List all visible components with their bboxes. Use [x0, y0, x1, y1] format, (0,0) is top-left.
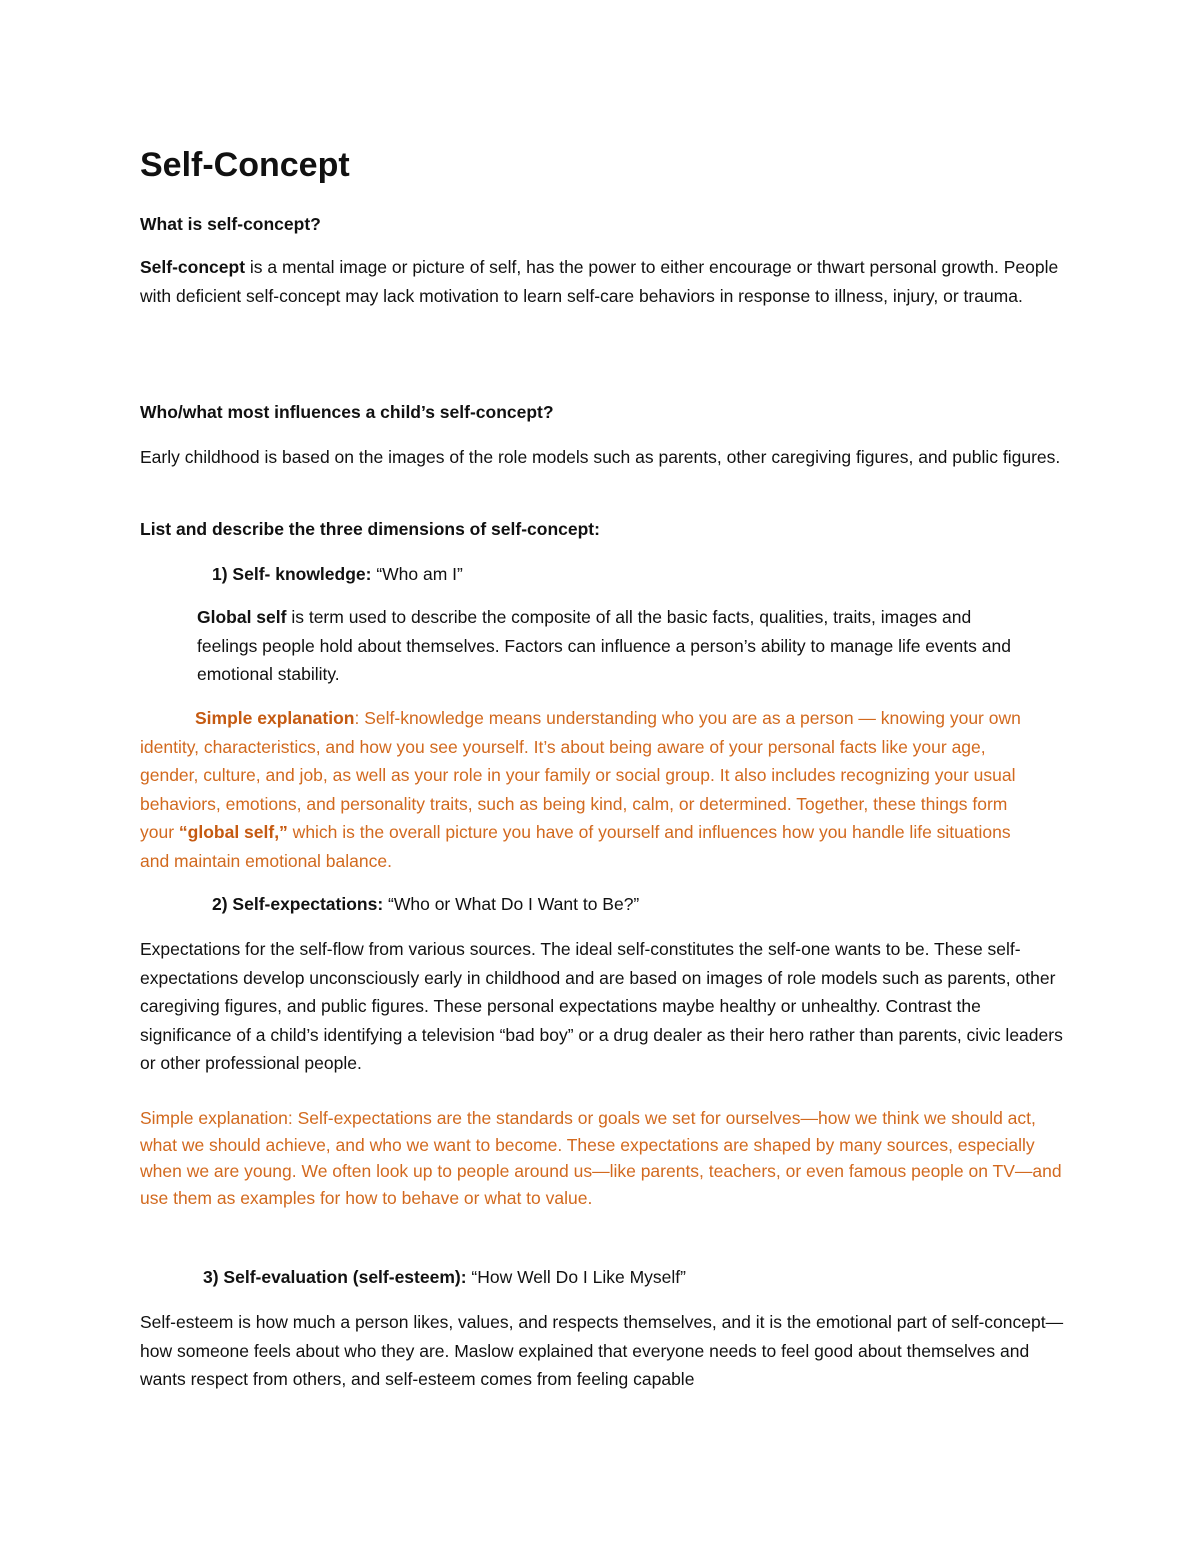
- question-heading-3: List and describe the three dimensions of self-concept:: [140, 519, 600, 539]
- simple-explanation-1: [140, 704, 1035, 876]
- term-global-self-orange: “global self,”: [178, 822, 288, 843]
- simple-explanation-colon: :: [354, 708, 365, 728]
- question-heading-1: What is self-concept?: [140, 214, 321, 234]
- paragraph-global-self: [197, 603, 1027, 689]
- dimension-1-label: 1) Self- knowledge:: [212, 564, 372, 584]
- dimension-2-quote: “Who or What Do I Want to Be?”: [383, 894, 640, 914]
- page-title: Self-Concept: [140, 146, 350, 184]
- dimension-3-quote: “How Well Do I Like Myself”: [466, 1267, 686, 1287]
- paragraph-self-expectations: Expectations for the self-flow from various sources. The ideal self-constitutes the self-one wants to be. These self-expectations develop unconsciously early in childhood and are based on images of role models such as parents, other caregiving figures, and public figures. These personal expectations maybe healthy or unhealthy. Contrast the significance of a child’s identifying a television “bad boy” or a drug dealer as their hero rather than parents, civic leaders or other professional people.: [140, 939, 1063, 1074]
- dimension-3-label: 3) Self-evaluation (self-esteem):: [203, 1267, 467, 1287]
- simple-explanation-text-a: Self-knowledge means understanding who you are as a person — knowing your own identity, characteristics, and how you see yourself. It’s about being aware of your personal facts like your age, gender, culture, and job, as well as your role in your family or social group. It also includes recognizing your usual behaviors, emotions, and personality traits, such as being kind, calm, or determined. Together, these things form your: [140, 708, 1021, 843]
- term-global-self: Global self: [197, 607, 287, 627]
- global-self-text: is term used to describe the composite of all the basic facts, qualities, traits, images and feelings people hold about themselves. Factors can influence a person’s ability to manage life events and emotional stability.: [197, 607, 1011, 685]
- dimension-1-quote: “Who am I”: [371, 564, 463, 584]
- paragraph-self-esteem: Self-esteem is how much a person likes, values, and respects themselves, and it is the emotional part of self-concept—how someone feels about who they are. Maslow explained that everyone needs to feel good about themselves and wants respect from others, and self-esteem comes from feeling capable: [140, 1312, 1064, 1390]
- paragraph-self-concept-definition: [140, 253, 1065, 310]
- simple-explanation-2: Simple explanation: Self-expectations are the standards or goals we set for ourselves—how we think we should act, what we should achieve, and who we want to become. These expectations are shaped by many sources, especially when we are young. We often look up to people around us—like parents, teachers, or even famous people on TV—and use them as examples for how to behave or what to value.: [140, 1108, 1062, 1208]
- dimension-2-heading: [212, 890, 1012, 919]
- term-self-concept: Self-concept: [140, 257, 246, 277]
- definition-text: is a mental image or picture of self, has the power to either encourage or thwart personal growth. People with deficient self-concept may lack motivation to learn self-care behaviors in response to illness, injury, or trauma.: [140, 257, 1059, 306]
- dimension-1-heading: [212, 560, 1012, 589]
- dimension-2-label: 2) Self-expectations:: [212, 894, 384, 914]
- simple-explanation-text-b: which is the overall picture you have of yourself and influences how you handle life situations and maintain emotional balance.: [140, 822, 1011, 871]
- paragraph-influences: Early childhood is based on the images of the role models such as parents, other caregiving figures, and public figures.: [140, 447, 1061, 467]
- simple-explanation-label: Simple explanation: [195, 708, 355, 728]
- question-heading-2: Who/what most influences a child’s self-concept?: [140, 402, 554, 422]
- dimension-3-heading: [203, 1263, 1003, 1292]
